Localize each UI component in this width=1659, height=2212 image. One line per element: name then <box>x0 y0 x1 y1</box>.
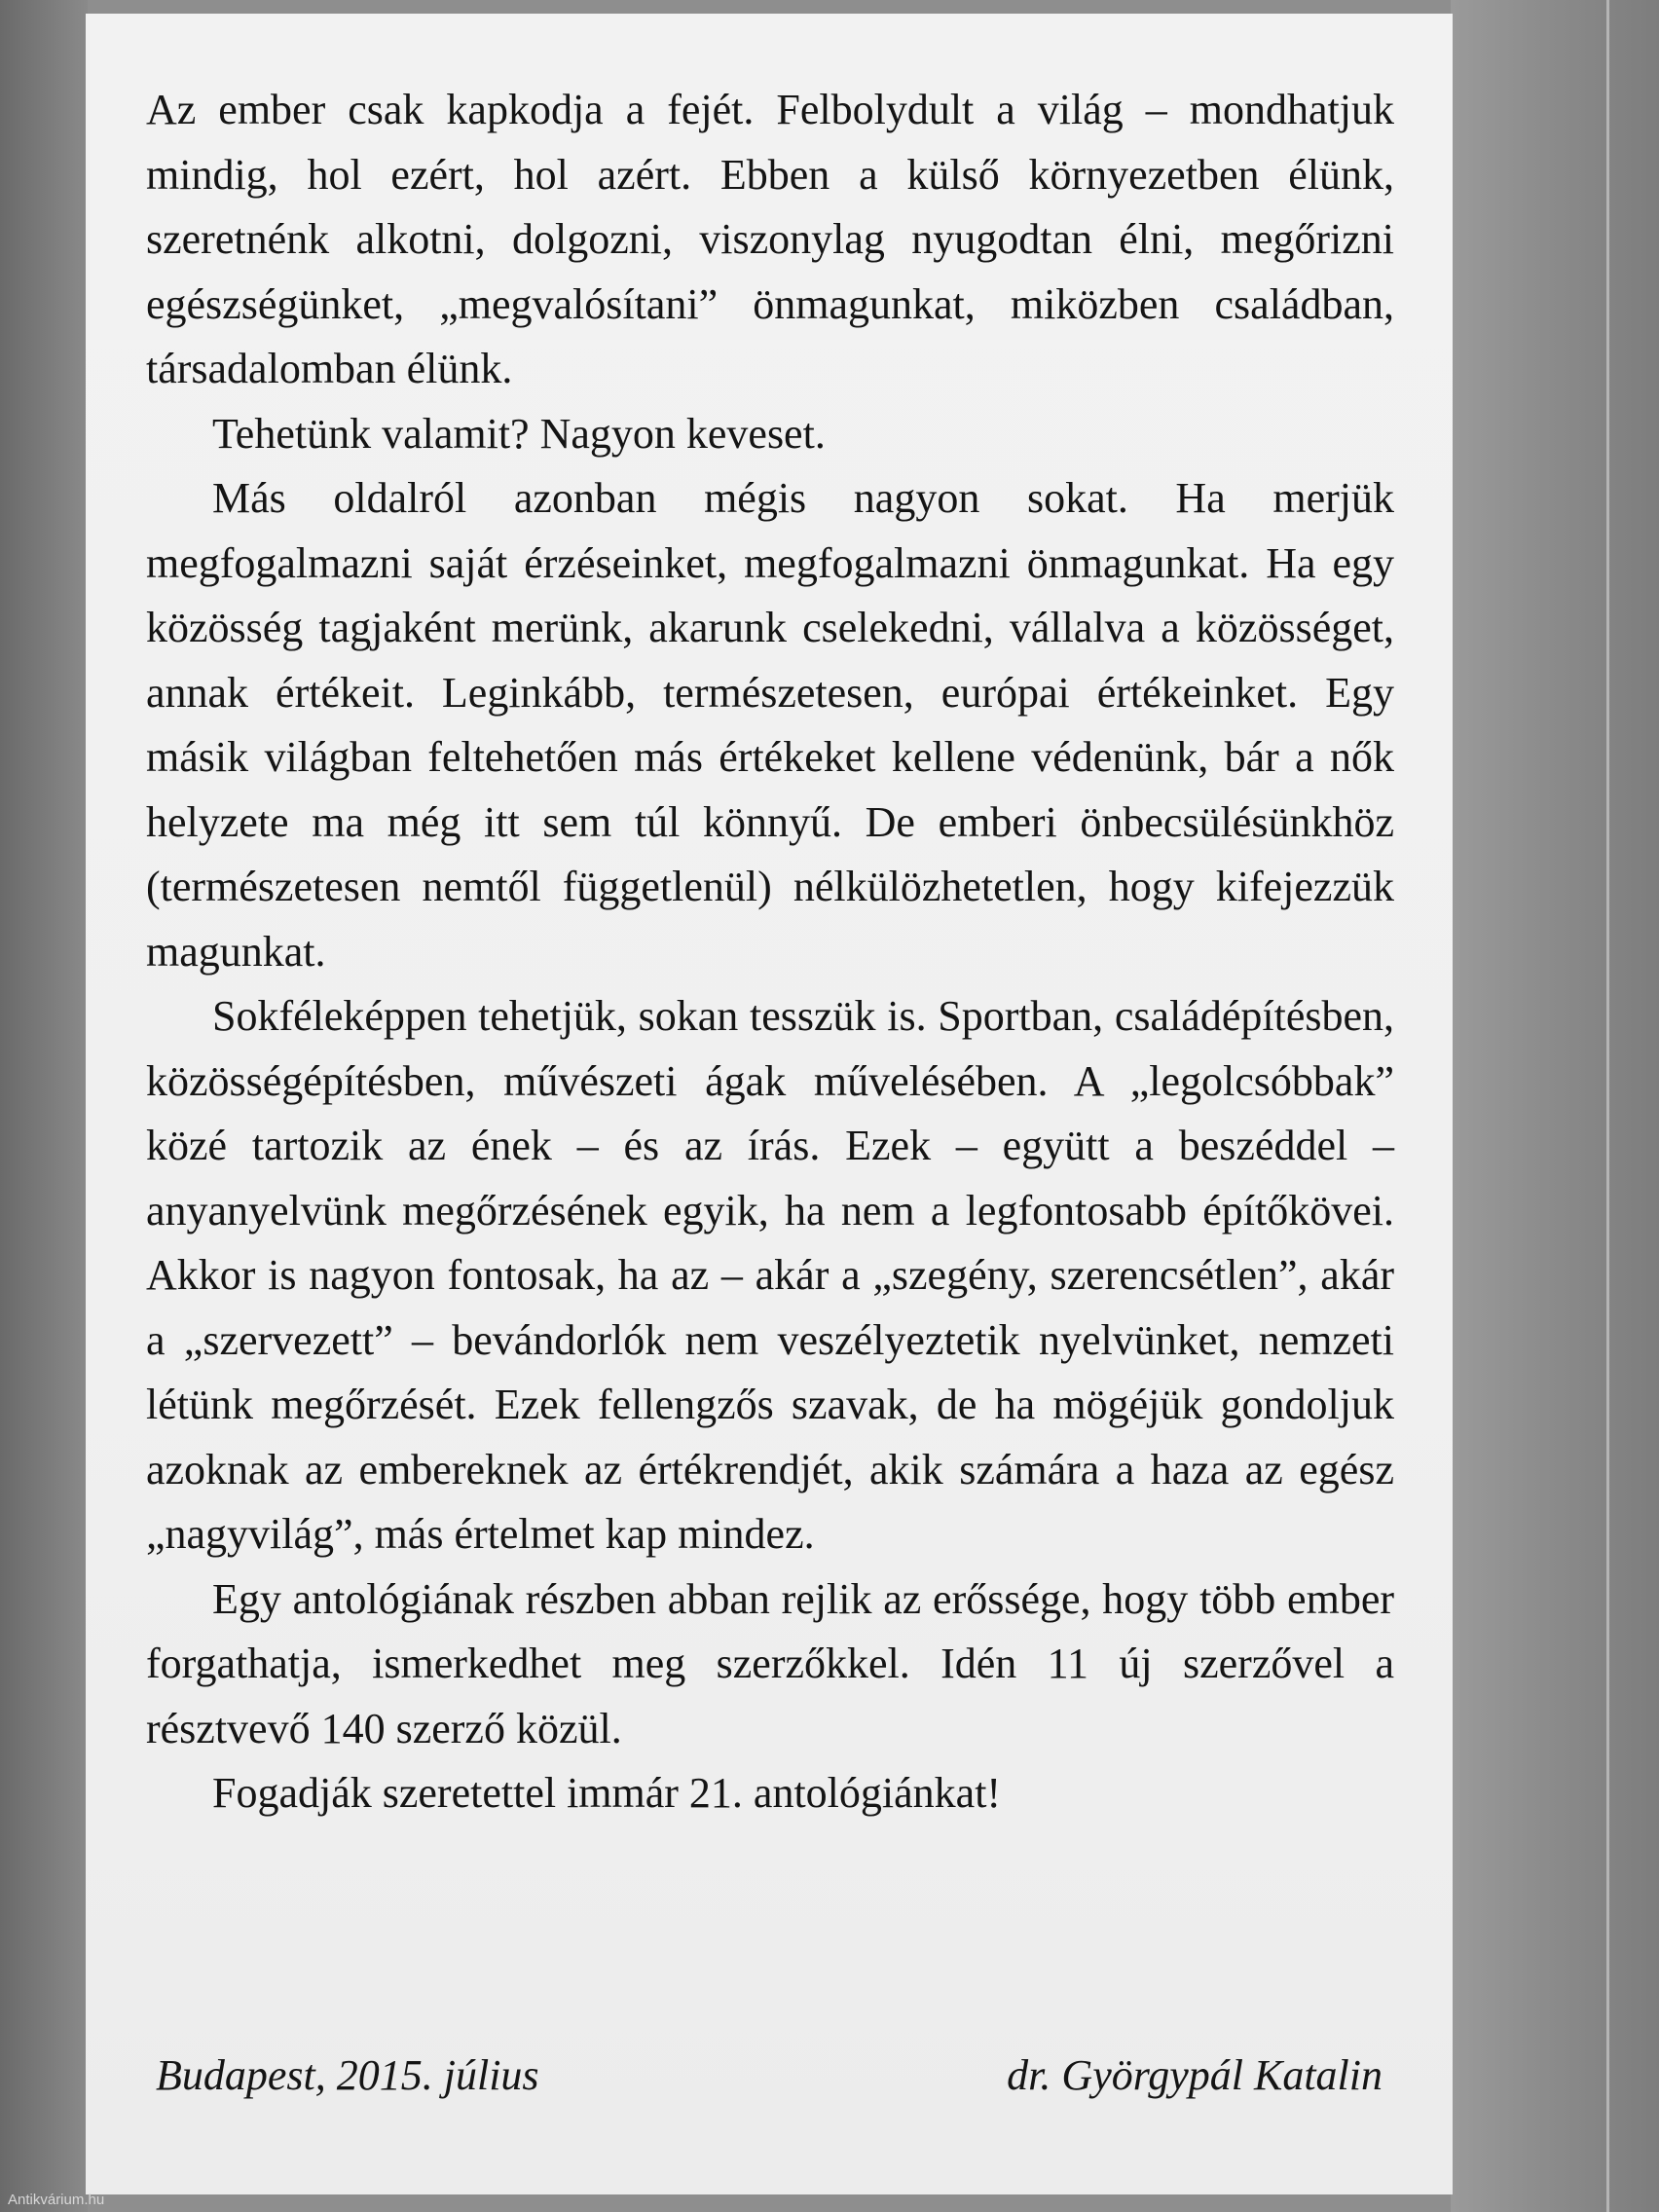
book-page-edge <box>1606 0 1609 2212</box>
paragraph-1: Az ember csak kapkodja a fejét. Felbolydult a világ – mondhatjuk mindig, hol ezért, hol azért. Ebben a külső környezetben élünk, szeretnénk alkotni, dolgozni, viszonylag nyugodtan élni, megőrizni egészségünket, „megvalósítani” önmagunkat, miközben családban, társadalomban élünk. <box>146 86 1394 392</box>
place-date: Budapest, 2015. július <box>156 2051 539 2099</box>
paragraph-3: Más oldalról azonban mégis nagyon sokat. Ha merjük megfogalmazni saját érzéseinket, megfogalmazni önmagunkat. Ha egy közösség tagjaként merünk, akarunk cselekedni, vállalva a közösséget, annak értékeit. Leginkább, természetesen, európai értékeinket. Egy másik világban feltehetően más értékeket kellene védenünk, bár a nők helyzete ma még itt sem túl könnyű. De emberi önbecsülésünkhöz (természetesen nemtől függetlenül) nélkülözhetetlen, hogy kifejezzük magunkat. <box>146 474 1394 976</box>
paragraph-2: Tehetünk valamit? Nagyon keveset. <box>212 409 826 458</box>
signature-line <box>156 2044 1382 2112</box>
foreword-text <box>146 78 1394 1826</box>
photo-background-left <box>0 0 88 2212</box>
book-page <box>86 14 1453 2194</box>
paragraph-6: Fogadják szeretettel immár 21. antológiánkat! <box>212 1769 1002 1817</box>
watermark: Antikvárium.hu <box>8 2192 105 2208</box>
photo-background-right <box>1451 0 1659 2212</box>
paragraph-4: Sokféleképpen tehetjük, sokan tesszük is. Sportban, családépítésben, közösségépítésben, művészeti ágak művelésében. A „legolcsóbbak” közé tartozik az ének – és az írás. Ezek – együtt a beszéddel – anyanyelvünk megőrzésének egyik, ha nem a legfontosabb építőkövei. Akkor is nagyon fontosak, ha az – akár a „szegény, szerencsétlen”, akár a „szervezett” – bevándorlók nem veszélyeztetik nyelvünket, nemzeti létünk megőrzését. Ezek fellengzős szavak, de ha mögéjük gondoljuk azoknak az embereknek az értékrendjét, akik számára a haza az egész „nagyvilág”, más értelmet kap mindez. <box>146 992 1394 1558</box>
author-name: dr. Györgypál Katalin <box>1007 2051 1382 2099</box>
paragraph-5: Egy antológiának részben abban rejlik az erőssége, hogy több ember forgathatja, ismerkedhet meg szerzőkkel. Idén 11 új szerzővel a résztvevő 140 szerző közül. <box>146 1574 1394 1752</box>
